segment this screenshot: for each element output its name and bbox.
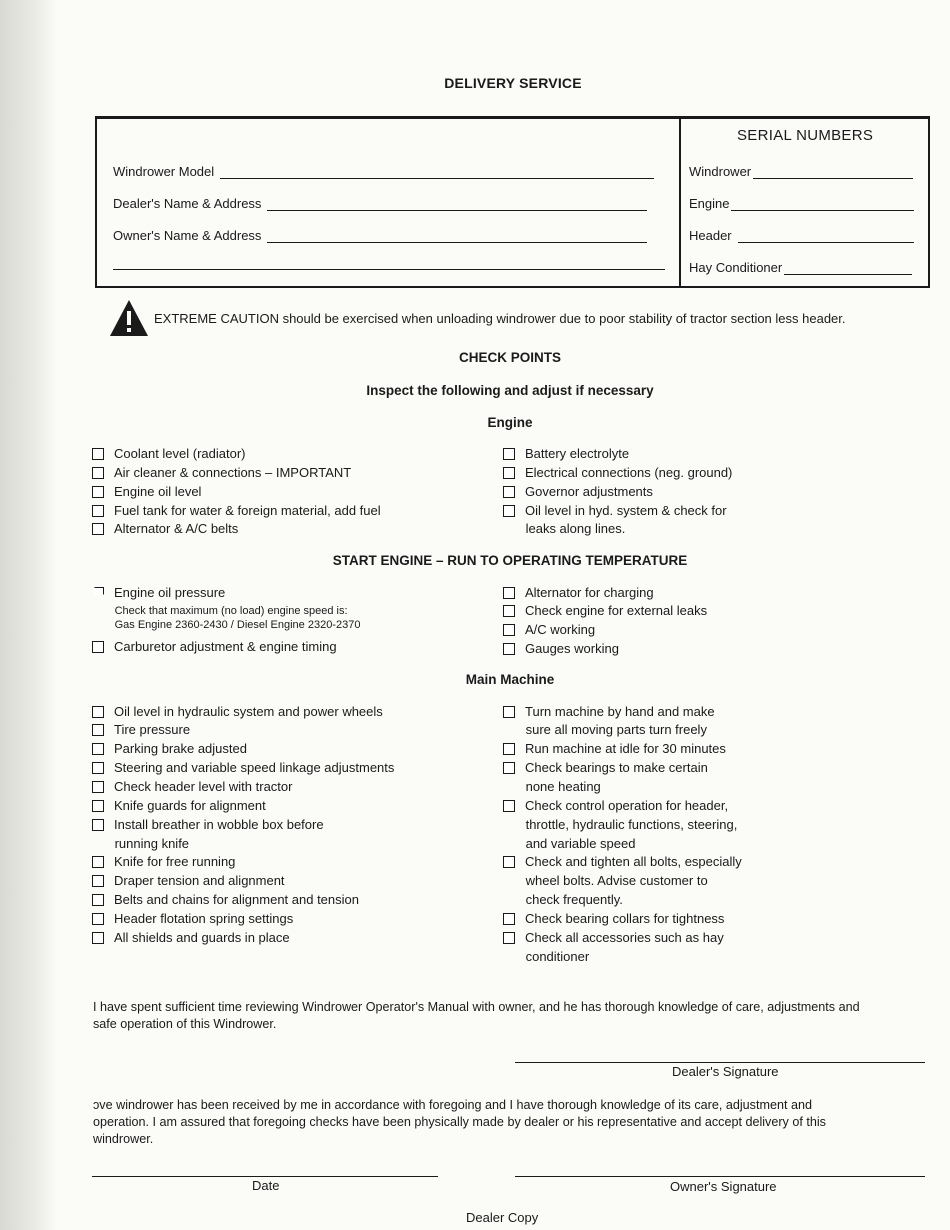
engine-speed-values: Gas Engine 2360-2430 / Diesel Engine 2320-2370 <box>114 619 361 631</box>
checklist-item[interactable]: Run machine at idle for 30 minutes <box>503 741 726 756</box>
info-box <box>95 116 930 288</box>
checkbox[interactable] <box>92 743 104 755</box>
checklist-item[interactable]: Header flotation spring settings <box>92 911 293 926</box>
caution-notice <box>108 298 846 338</box>
checklist-item[interactable]: Engine oil pressure <box>92 585 225 600</box>
checklist-item[interactable]: All shields and guards in place <box>92 930 290 945</box>
checklist-item[interactable]: Install breather in wobble box before <box>92 817 324 832</box>
owner-address-line-2[interactable] <box>113 269 665 270</box>
date-label: Date <box>252 1178 280 1193</box>
windrower-serial-label: Windrower <box>689 164 752 179</box>
checklist-item-continued: wheel bolts. Advise customer to <box>525 873 708 888</box>
checklist-item[interactable]: Air cleaner & connections – IMPORTANT <box>92 465 351 480</box>
box-divider <box>679 119 681 286</box>
checkbox[interactable] <box>503 448 515 460</box>
checklist-item[interactable]: Check control operation for header, <box>503 798 728 813</box>
checklist-item-continued: check frequently. <box>525 892 623 907</box>
checkbox[interactable] <box>92 875 104 887</box>
checklist-item-continued: and variable speed <box>525 836 636 851</box>
dealer-name-address-field[interactable] <box>113 196 647 211</box>
checkbox[interactable] <box>503 762 515 774</box>
dealer-name-address-label: Dealer's Name & Address <box>113 196 262 211</box>
checklist-item-continued: throttle, hydraulic functions, steering, <box>525 817 738 832</box>
checkbox[interactable] <box>92 781 104 793</box>
checkbox[interactable] <box>94 587 104 595</box>
checkbox[interactable] <box>92 856 104 868</box>
checkbox[interactable] <box>503 486 515 498</box>
checkbox[interactable] <box>92 523 104 535</box>
checklist-item[interactable]: Carburetor adjustment & engine timing <box>92 639 337 654</box>
header-serial-label: Header <box>689 228 732 243</box>
checkbox[interactable] <box>92 819 104 831</box>
windrower-serial-field[interactable] <box>689 164 913 179</box>
checklist-item[interactable]: Draper tension and alignment <box>92 873 285 888</box>
checklist-item[interactable]: Belts and chains for alignment and tension <box>92 892 359 907</box>
owner-name-address-field[interactable] <box>113 228 647 243</box>
checklist-item[interactable]: Oil level in hydraulic system and power wheels <box>92 704 383 719</box>
checkbox[interactable] <box>503 643 515 655</box>
start-engine-title: START ENGINE – RUN TO OPERATING TEMPERATURE <box>332 553 688 568</box>
checkbox[interactable] <box>503 624 515 636</box>
checkbox[interactable] <box>503 800 515 812</box>
checkbox[interactable] <box>503 605 515 617</box>
checklist-item[interactable]: Fuel tank for water & foreign material, add fuel <box>92 503 381 518</box>
checklist-item[interactable]: Tire pressure <box>92 722 190 737</box>
checkbox[interactable] <box>92 706 104 718</box>
checklist-item[interactable]: Check all accessories such as hay <box>503 930 724 945</box>
checklist-item-continued: leaks along lines. <box>525 521 626 536</box>
windrower-model-line <box>220 166 654 179</box>
owner-statement: ɔve windrower has been received by me in accordance with foregoing and I have thorough knowledge of its care, adjustment and operation. I am assured that foregoing checks have been physically made by dealer or his representative and accept delivery of this windrower. <box>93 1098 826 1146</box>
page-title: DELIVERY SERVICE <box>444 75 582 91</box>
hay-conditioner-serial-label: Hay Conditioner <box>689 260 783 275</box>
dealer-statement: I have spent sufficient time reviewing Windrower Operator's Manual with owner, and he has thorough knowledge of care, adjustments and safe operation of this Windrower. <box>93 1000 860 1031</box>
dealer-signature-line[interactable] <box>515 1062 925 1063</box>
checklist-item[interactable]: Knife guards for alignment <box>92 798 266 813</box>
checklist-item[interactable]: Engine oil level <box>92 484 201 499</box>
engine-serial-field[interactable] <box>689 196 914 211</box>
engine-section-title: Engine <box>487 415 533 430</box>
header-serial-line <box>738 230 914 243</box>
checkbox[interactable] <box>92 724 104 736</box>
checkbox[interactable] <box>92 800 104 812</box>
dealer-signature-label: Dealer's Signature <box>672 1064 779 1079</box>
checkbox[interactable] <box>92 641 104 653</box>
checkbox[interactable] <box>503 587 515 599</box>
checklist-item[interactable]: Check header level with tractor <box>92 779 292 794</box>
checkbox[interactable] <box>92 913 104 925</box>
windrower-model-label: Windrower Model <box>113 164 215 179</box>
owner-name-address-line <box>267 230 647 243</box>
checkbox[interactable] <box>503 932 515 944</box>
checkbox[interactable] <box>92 467 104 479</box>
checklist-item[interactable]: Coolant level (radiator) <box>92 446 246 461</box>
checklist-item[interactable]: Parking brake adjusted <box>92 741 247 756</box>
scan-edge-shadow <box>0 0 58 1230</box>
checkbox[interactable] <box>92 762 104 774</box>
checkbox[interactable] <box>503 467 515 479</box>
checklist-item[interactable]: Turn machine by hand and make <box>503 704 715 719</box>
check-points-subtitle: Inspect the following and adjust if necessary <box>366 383 654 398</box>
owner-signature-label: Owner's Signature <box>670 1179 777 1194</box>
checklist-item[interactable]: Check bearing collars for tightness <box>503 911 724 926</box>
checkbox[interactable] <box>503 743 515 755</box>
caution-text: EXTREME CAUTION should be exercised when unloading windrower due to poor stability of tractor section less header. <box>154 310 846 326</box>
checklist-item[interactable]: Check engine for external leaks <box>503 603 707 618</box>
checklist-item[interactable]: Governor adjustments <box>503 484 653 499</box>
engine-speed-note: Check that maximum (no load) engine speed is: <box>114 605 348 617</box>
checkbox[interactable] <box>503 856 515 868</box>
checkbox[interactable] <box>92 486 104 498</box>
windrower-serial-line <box>753 166 913 179</box>
dealer-name-address-line <box>267 198 647 211</box>
checklist-item[interactable]: Alternator & A/C belts <box>92 521 238 536</box>
check-points-title: CHECK POINTS <box>458 350 561 365</box>
checklist-item[interactable]: Battery electrolyte <box>503 446 629 461</box>
checklist-item[interactable]: Check bearings to make certain <box>503 760 708 775</box>
checkbox[interactable] <box>92 448 104 460</box>
checklist-item[interactable]: Electrical connections (neg. ground) <box>503 465 732 480</box>
date-line[interactable] <box>92 1176 438 1177</box>
hay-conditioner-serial-line <box>784 262 912 275</box>
checkbox[interactable] <box>503 505 515 517</box>
checkbox[interactable] <box>503 706 515 718</box>
footer-copy-label: Dealer Copy <box>466 1210 539 1225</box>
owner-signature-line[interactable] <box>515 1176 925 1177</box>
checklist-item[interactable]: Steering and variable speed linkage adjustments <box>92 760 394 775</box>
checklist-item[interactable]: Oil level in hyd. system & check for <box>503 503 727 518</box>
checklist-item[interactable]: Knife for free running <box>92 854 235 869</box>
checklist-item[interactable]: Gauges working <box>503 641 619 656</box>
checkbox[interactable] <box>92 932 104 944</box>
checklist-item-continued: sure all moving parts turn freely <box>525 722 707 737</box>
checkbox[interactable] <box>92 894 104 906</box>
checklist-item-continued: running knife <box>114 836 190 851</box>
header-serial-field[interactable] <box>689 228 914 243</box>
checklist-item-continued: none heating <box>525 779 601 794</box>
hay-conditioner-serial-field[interactable] <box>689 260 912 275</box>
serial-numbers-title: SERIAL NUMBERS <box>737 127 874 144</box>
checklist-item[interactable]: Check and tighten all bolts, especially <box>503 854 742 869</box>
engine-serial-label: Engine <box>689 196 730 211</box>
owner-name-address-label: Owner's Name & Address <box>113 228 262 243</box>
checkbox[interactable] <box>92 505 104 517</box>
checklist-item[interactable]: Alternator for charging <box>503 585 654 600</box>
checklist-item-continued: conditioner <box>525 949 590 964</box>
engine-serial-line <box>731 198 914 211</box>
main-machine-title: Main Machine <box>465 672 555 687</box>
warning-triangle-icon <box>108 298 150 338</box>
checklist-item[interactable]: A/C working <box>503 622 595 637</box>
checkbox[interactable] <box>503 913 515 925</box>
windrower-model-field[interactable] <box>113 164 654 179</box>
